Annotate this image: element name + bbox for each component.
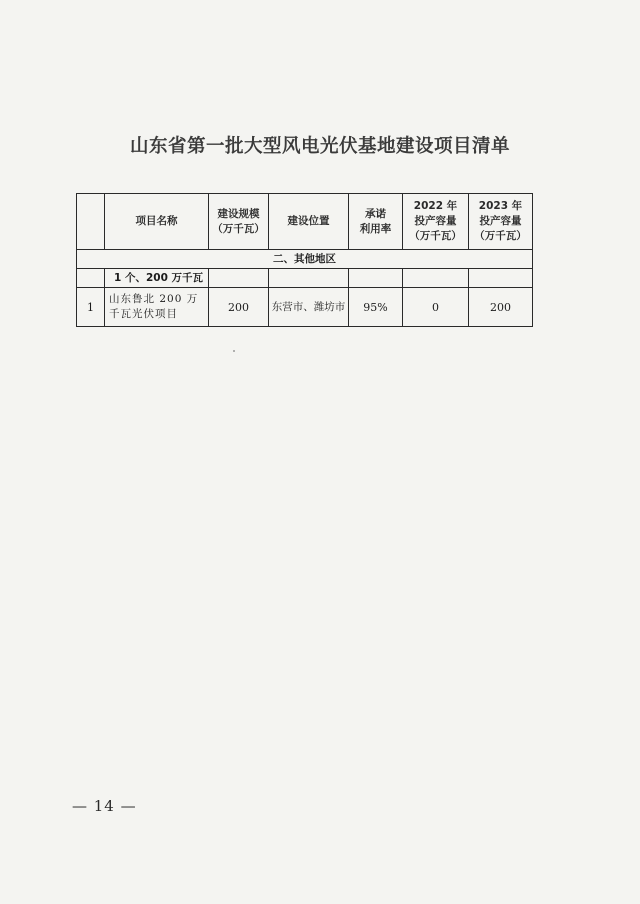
group-label: 1 个、200 万千瓦 — [105, 269, 209, 288]
header-capacity-2023 — [469, 194, 533, 250]
group-empty-cell — [403, 269, 469, 288]
header-2022-unit: （万千瓦） — [409, 230, 462, 242]
group-row — [77, 269, 533, 288]
header-scale — [209, 194, 269, 250]
header-utilization-line2: 利用率 — [359, 222, 392, 235]
region-label: 二、其他地区 — [77, 250, 533, 269]
page-number: — 14 — — [72, 797, 137, 815]
group-empty-cell — [269, 269, 349, 288]
header-scale-line: 建设规模 — [217, 207, 260, 220]
header-2022-label: 投产容量 — [414, 215, 457, 227]
row-scale: 200 — [209, 288, 269, 327]
group-empty-cell — [349, 269, 403, 288]
header-location: 建设位置 — [269, 194, 349, 250]
header-utilization-line1: 承诺 — [365, 207, 386, 220]
group-empty-cell — [469, 269, 533, 288]
header-capacity-2022 — [403, 194, 469, 250]
page-title: 山东省第一批大型风电光伏基地建设项目清单 — [129, 136, 510, 157]
group-empty-cell — [77, 269, 105, 288]
header-2023-label: 投产容量 — [479, 215, 522, 227]
header-scale-unit: （万千瓦） — [212, 222, 265, 235]
scan-speck — [233, 350, 235, 352]
region-row — [77, 250, 533, 269]
header-utilization — [349, 194, 403, 250]
header-2022-year: 2022 年 — [413, 200, 458, 212]
row-capacity-2022: 0 — [403, 288, 469, 327]
table-row — [77, 288, 533, 327]
header-project-name: 项目名称 — [105, 194, 209, 250]
row-utilization: 95% — [349, 288, 403, 327]
row-location: 东营市、潍坊市 — [269, 288, 349, 327]
header-2023-year: 2023 年 — [478, 200, 523, 212]
row-project-name: 山东鲁北 200 万千瓦光伏项目 — [105, 288, 209, 327]
group-empty-cell — [209, 269, 269, 288]
table-header-row — [77, 194, 533, 250]
row-index: 1 — [77, 288, 105, 327]
header-2023-unit: （万千瓦） — [474, 230, 527, 242]
row-capacity-2023: 200 — [469, 288, 533, 327]
project-list-table — [76, 193, 533, 327]
header-index — [77, 194, 105, 250]
